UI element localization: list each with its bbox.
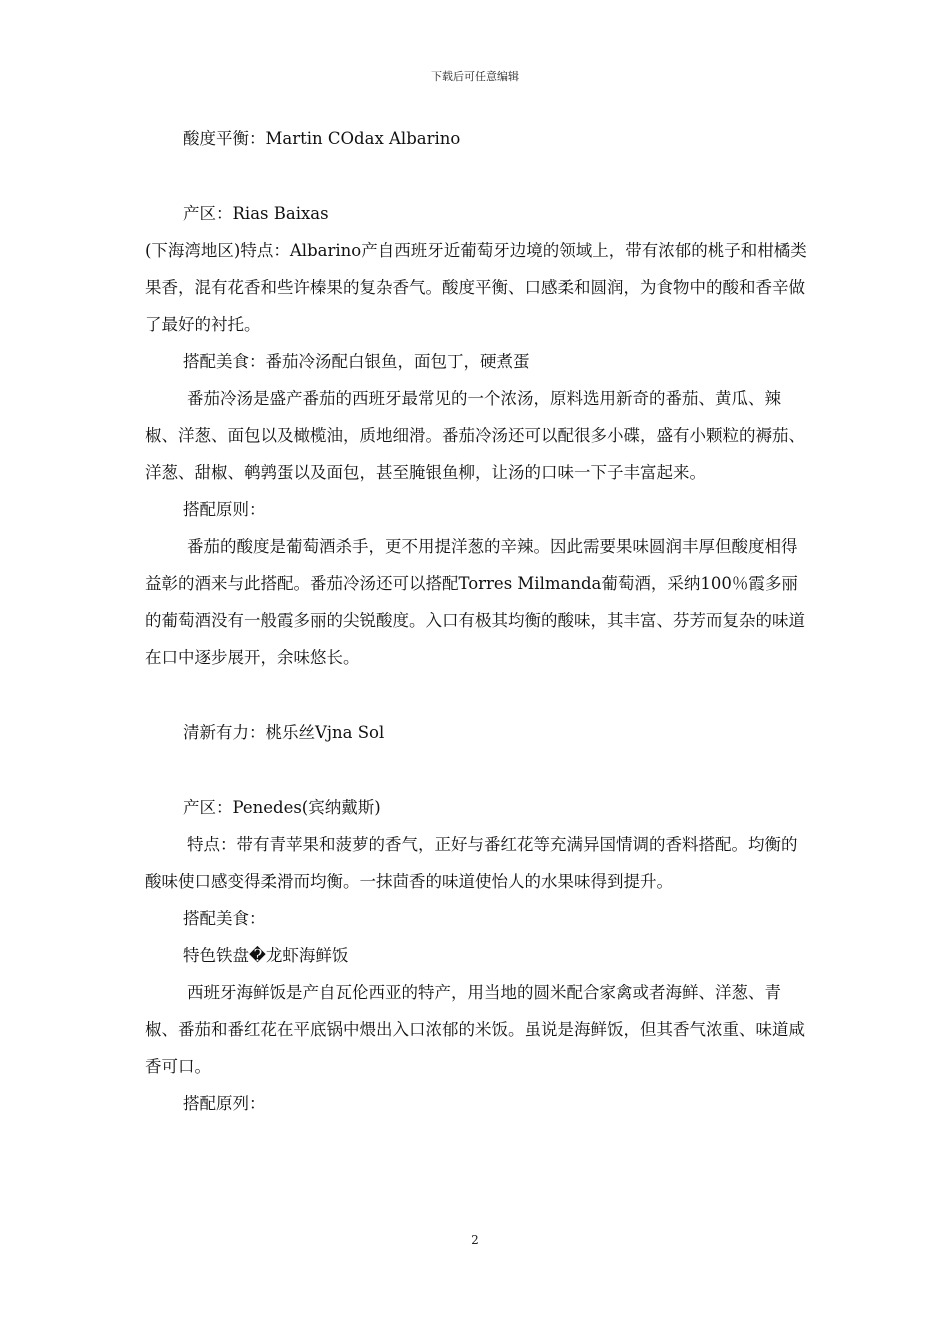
section1-features: (下海湾地区)特点：Albarino产自西班牙近葡萄牙边境的领域上，带有浓郁的桃子和柑橘类果香，混有花香和些许榛果的复杂香气。酸度平衡、口感柔和圆润，为食物中的酸和香辛做了最好的衬托。 <box>145 241 807 334</box>
section2-features: 特点：带有青苹果和菠萝的香气，正好与番红花等充满异国情调的香料搭配。均衡的酸味使口感变得柔滑而均衡。一抹茴香的味道使怡人的水果味得到提升。 <box>145 835 798 891</box>
section2-pairing-label: 搭配美食： <box>183 909 266 928</box>
section2-region: 产区：Penedes(宾纳戴斯) <box>183 798 381 817</box>
spacer <box>145 751 810 789</box>
document-body <box>145 120 810 1122</box>
section1-principle-label: 搭配原则： <box>183 500 266 519</box>
section2-principle-label: 搭配原列： <box>183 1094 266 1113</box>
section1-dish-desc: 番茄冷汤是盛产番茄的西班牙最常见的一个浓汤，原料选用新奇的番茄、黄瓜、辣椒、洋葱、面包以及橄榄油，质地细滑。番茄冷汤还可以配很多小碟，盛有小颗粒的褥茄、洋葱、甜椒、鹌鹑蛋以及面包，甚至腌银鱼柳，让汤的口味一下子丰富起来。 <box>145 389 805 482</box>
section2-dish-name: 特色铁盘�龙虾海鲜饭 <box>183 946 349 965</box>
spacer <box>145 676 810 714</box>
spacer <box>145 157 810 195</box>
section1-principle-text: 番茄的酸度是葡萄酒杀手，更不用提洋葱的辛辣。因此需要果味圆润丰厚但酸度相得益彰的酒来与此搭配。番茄冷汤还可以搭配Torres Milmanda葡萄酒，采纳100％霞多丽的葡萄酒没有一般霞多丽的尖锐酸度。入口有极其均衡的酸味，其丰富、芬芳而复杂的味道在口中逐步展开，余味悠长。 <box>145 537 805 667</box>
section1-region: 产区：Rias Baixas <box>183 204 329 223</box>
page-header: 下载后可任意编辑 <box>431 70 519 83</box>
page-number: 2 <box>471 1233 479 1247</box>
section2-dish-desc: 西班牙海鲜饭是产自瓦伦西亚的特产，用当地的圆米配合家禽或者海鲜、洋葱、青椒、番茄和番红花在平底锅中煨出入口浓郁的米饭。虽说是海鲜饭，但其香气浓重、味道咸香可口。 <box>145 983 805 1076</box>
section2-title: 清新有力：桃乐丝Vjna Sol <box>183 723 385 742</box>
section1-pairing: 搭配美食：番茄冷汤配白银鱼，面包丁，硬煮蛋 <box>183 352 530 371</box>
section1-title: 酸度平衡：Martin COdax Albarino <box>183 129 461 148</box>
